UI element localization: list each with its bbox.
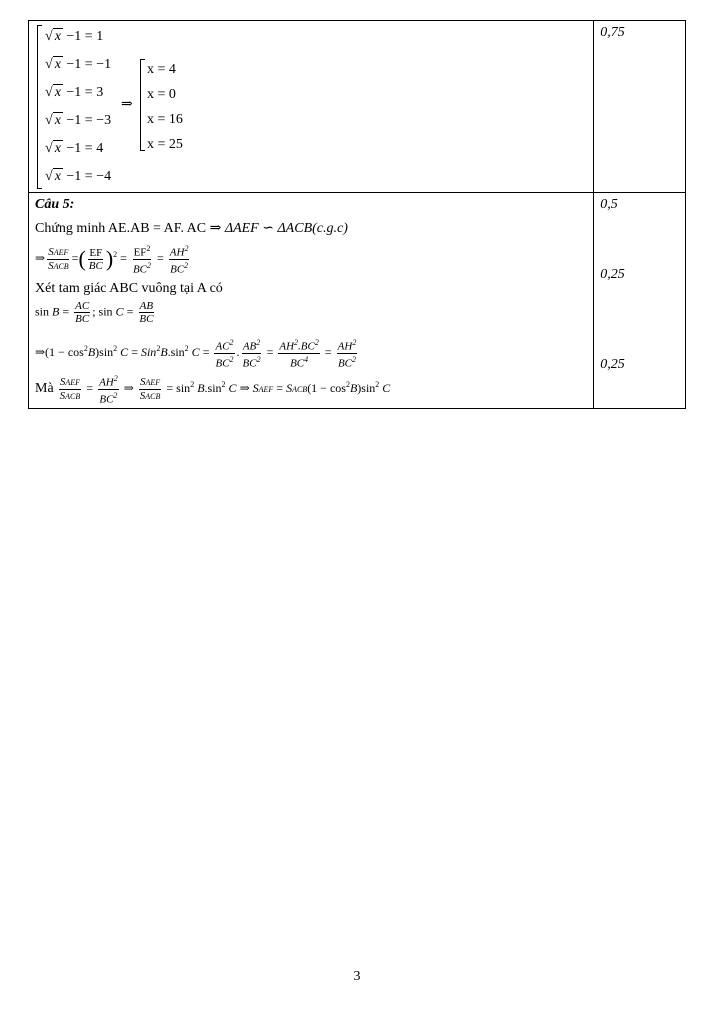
case-line: √ x −1 = −4 xyxy=(45,169,112,184)
sine-line: sin B = $\frac{AC}{BC}$ ; sin C = $\frac{AB}{BC}$ xyxy=(35,300,154,325)
case-line: √ x −1 = 1 xyxy=(45,29,104,44)
solution-cell xyxy=(29,21,594,193)
solution-cell xyxy=(29,193,594,409)
proof-line: Chứng minh AE.AB = AF. AC ⇒ ΔAEF ∽ ΔACB(c.g.c) xyxy=(35,221,348,236)
case-line: √ x −1 = −3 xyxy=(45,113,112,128)
case-line: √ x −1 = 3 xyxy=(45,85,104,100)
left-case-bracket xyxy=(37,25,42,189)
statement-line: Xét tam giác ABC vuông tại A có xyxy=(35,281,223,296)
result-line: x = 0 xyxy=(147,87,176,102)
case-line: √ x −1 = 4 xyxy=(45,141,104,156)
question-heading: Câu 5: xyxy=(35,197,75,212)
result-line: x = 25 xyxy=(147,137,183,152)
case-line: √ x −1 = −1 xyxy=(45,57,112,72)
score-value: 0,75 xyxy=(600,25,625,40)
result-line: x = 16 xyxy=(147,112,183,127)
area-ratio-line: ⇒ $\frac{\text{SAEF}}{\text{SACB}}$ =( $\frac{EF}{BC}$ )$^2$ = $\frac{EF^2}{BC^2}$ = $\frac{AH^2}{BC^2}$ xyxy=(35,244,189,276)
score-value: 0,25 xyxy=(600,357,625,372)
conclusion-line: Mà $\frac{\text{SAEF}}{\text{SACB}}$ = $\frac{AH^2}{BC^2}$ ⇒ $\frac{\text{SAEF}}{\text{SACB}}$ = $\sin^2 B.\sin^2$ C ⇒ SAEF = SACB(1 − $\cos^2B)\sin^2$ C xyxy=(35,374,391,406)
points-cell xyxy=(594,21,686,193)
score-value: 0,25 xyxy=(600,267,625,282)
page-number: 3 xyxy=(353,969,361,984)
right-case-bracket xyxy=(140,59,145,151)
table-row xyxy=(29,21,686,193)
result-line: x = 4 xyxy=(147,62,176,77)
table-row xyxy=(29,193,686,409)
score-value: 0,5 xyxy=(600,197,618,212)
grading-table xyxy=(28,20,686,409)
points-cell xyxy=(594,193,686,409)
identity-line: ⇒(1 − $\cos^2B)\sin^2$ $C = Sin^2B.\sin^2$ C = $\frac{AC^2}{BC^2}$ . $\frac{AB^2}{BC^2}$ = $\frac{AH^2.BC^2}{BC^4}$ = $\frac{AH^2}{BC^2}$ xyxy=(35,338,357,370)
implies-arrow: ⇒ xyxy=(121,97,133,112)
